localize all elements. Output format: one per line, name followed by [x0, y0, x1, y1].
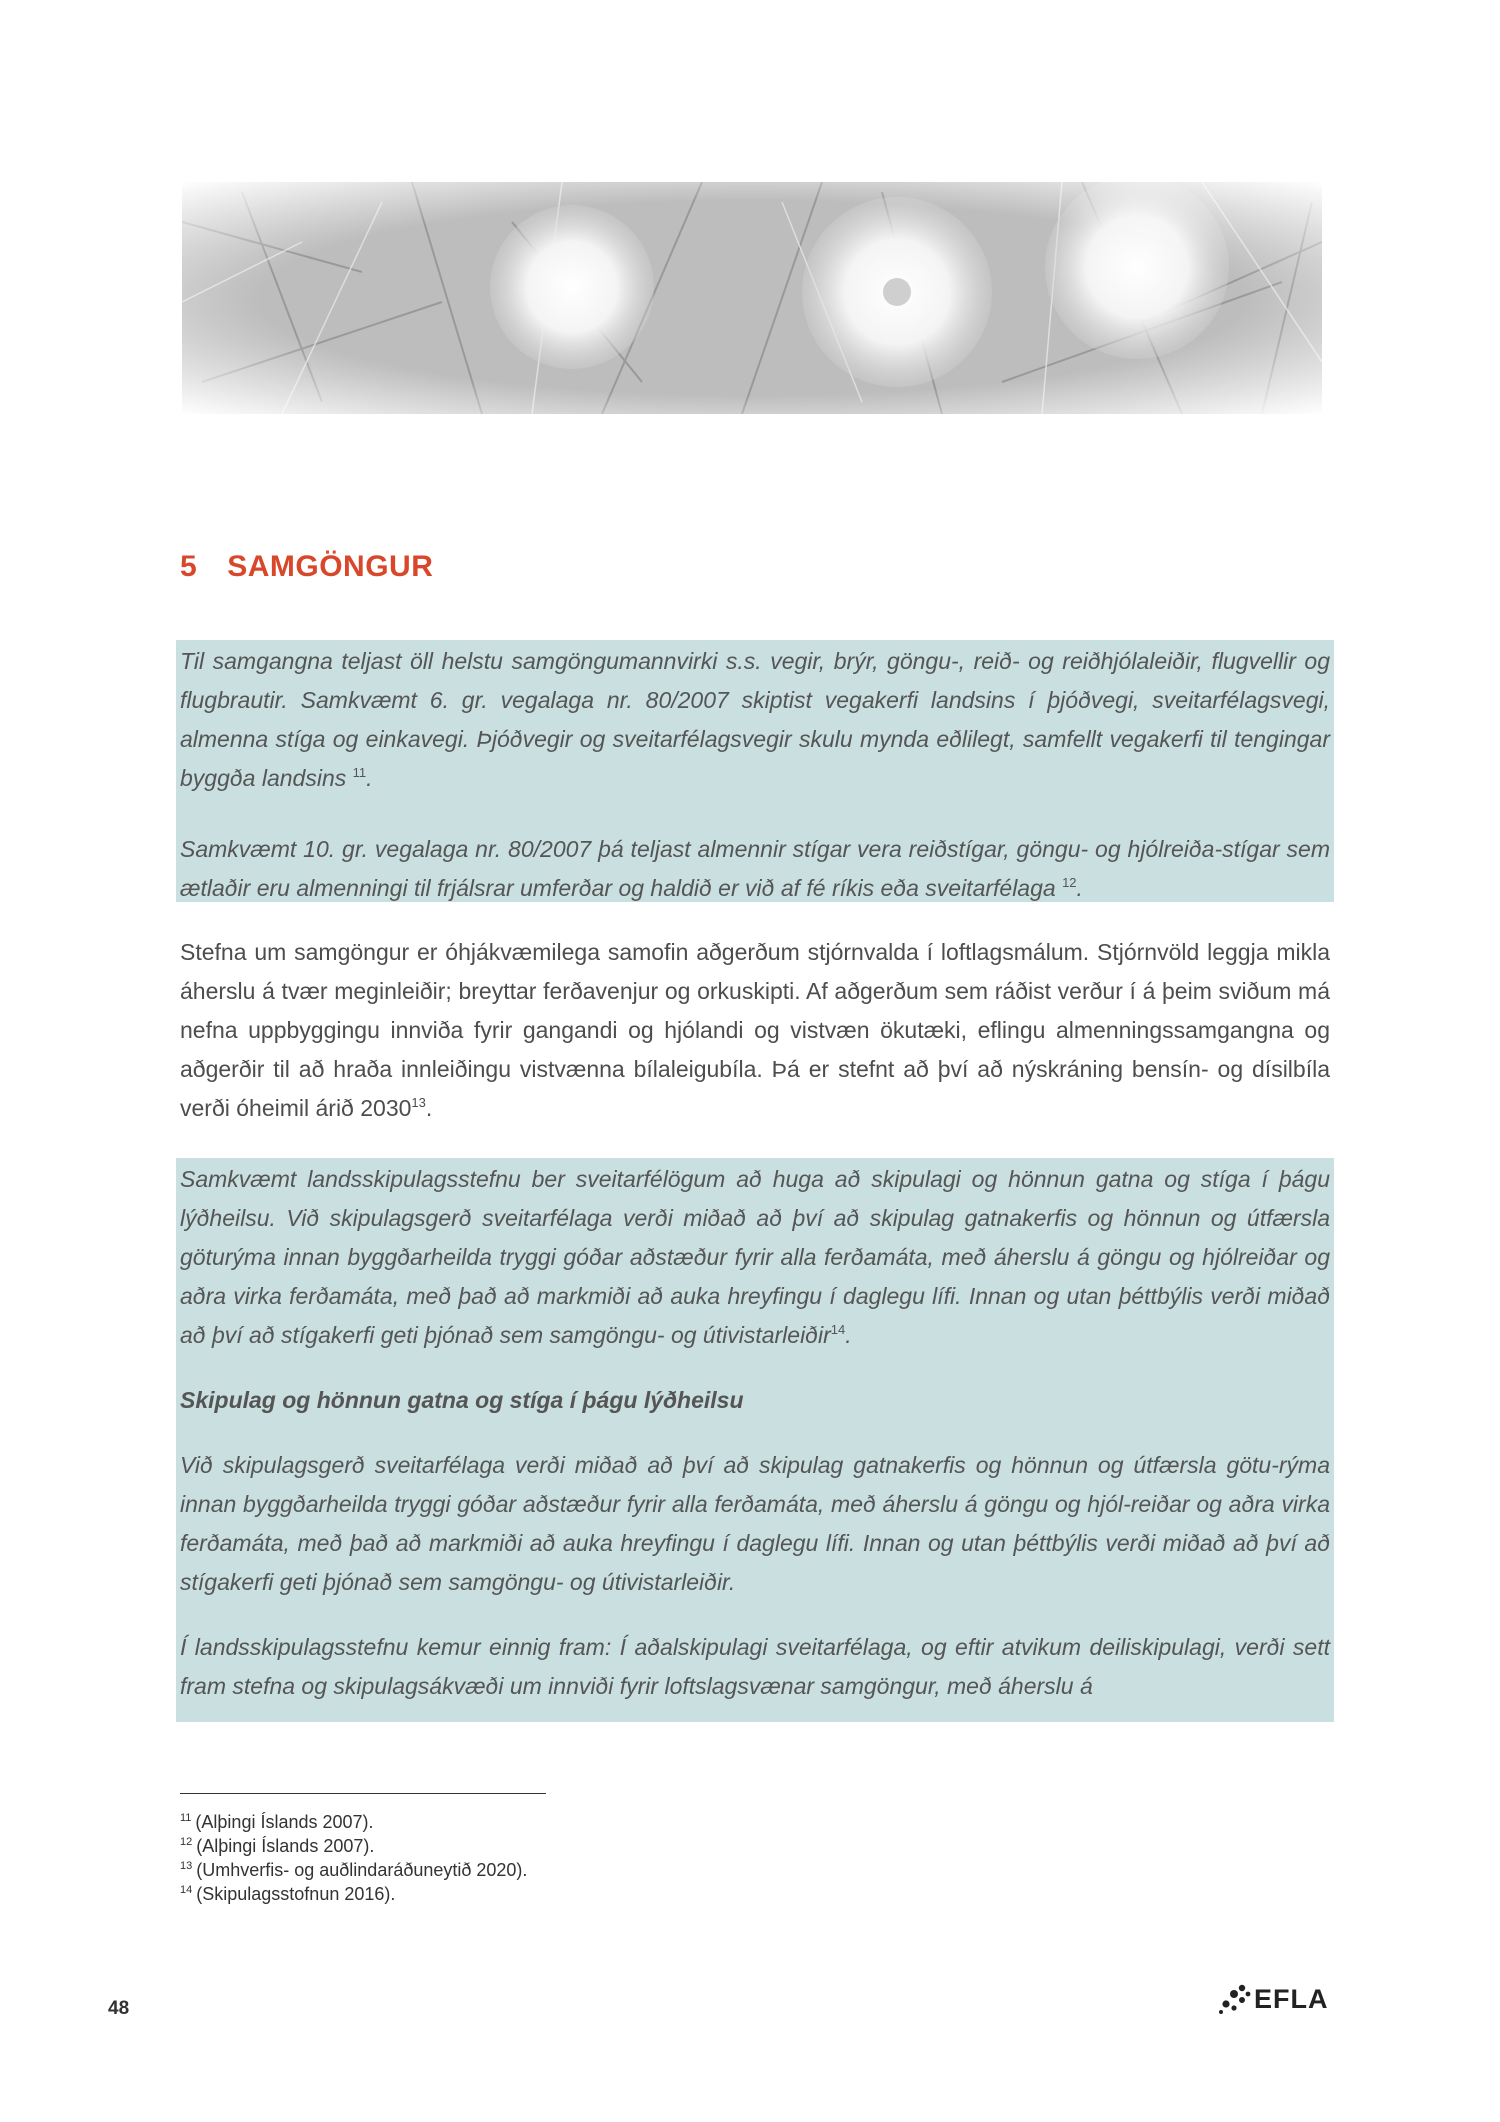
footnote-item	[180, 1834, 527, 1858]
footnote-item	[180, 1882, 527, 1906]
page-number: 48	[108, 1998, 130, 2019]
header-banner-image	[182, 182, 1322, 414]
section-title: SAMGÖNGUR	[227, 550, 434, 583]
paragraph-text: Samkvæmt 10. gr. vegalaga nr. 80/2007 þá teljast almennir stígar vera reiðstígar, göngu- og hjólreiða-stígar sem ætlaðir eru almenningi til frjálsrar umferðar og haldið er við af fé ríkis eða sveitarfélaga	[180, 836, 1330, 901]
footnotes	[180, 1810, 527, 1906]
footnote-number: 14	[180, 1884, 193, 1896]
dandelion-photo	[182, 182, 1322, 414]
paragraph: Stefna um samgöngur er óhjákvæmilega samofin aðgerðum stjórnvalda í loftlagsmálum. Stjórnvöld leggja mikla áherslu á tvær meginleiðir; breyttar ferðavenjur og orkuskipti. Af aðgerðum sem ráðist verður í á þeim sviðum má nefna uppbyggingu innviða fyrir gangandi og hjólandi og vistvæn ökutæki, eflingu almenningssamgangna og aðgerðir til að hraða innleiðingu vistvænna bílaleigubíla. Þá er stefnt að því að nýskráning bensín- og dísilbíla verði óheimil árið 2030$^{13}$.	[180, 939, 1330, 1121]
footnote-ref: 14	[830, 1322, 846, 1337]
footnote-text: (Skipulagsstofnun 2016).	[196, 1884, 396, 1904]
paragraph-text: Samkvæmt landsskipulagsstefnu ber sveitarfélögum að huga að skipulagi og hönnun gatna og stíga í þágu lýðheilsu. Við skipulagsgerð sveitarfélaga verði miðað að því að skipulag gatnakerfis og hönnun og útfærsla göturýma innan byggðarheilda tryggi góðar aðstæður fyrir alla ferðamáta, með áherslu á göngu og hjólreiðar og aðra virka ferðamáta, með það að markmiði að auka hreyfingu í daglegu lífi. Innan og utan þéttbýlis verði miðað að því að stígakerfi geti þjónað sem samgöngu- og útivistarleiðir	[180, 1166, 1330, 1348]
footnote-divider	[180, 1793, 546, 1794]
body-text	[176, 933, 1334, 1128]
footnote-number: 12	[180, 1836, 193, 1848]
highlight-box-public-health	[176, 1158, 1334, 1722]
footnote-text: (Alþingi Íslands 2007).	[195, 1812, 374, 1832]
efla-logo	[1218, 1982, 1330, 2016]
paragraph-text: Stefna um samgöngur er óhjákvæmilega samofin aðgerðum stjórnvalda í loftlagsmálum. Stjórnvöld leggja mikla áherslu á tvær meginleiðir; breyttar ferðavenjur og orkuskipti. Af aðgerðum sem ráðist verður í á þeim sviðum má nefna uppbyggingu innviða fyrir gangandi og hjólandi og vistvæn ökutæki, eflingu almenningssamgangna og aðgerðir til að hraða innleiðingu vistvænna bílaleigubíla. Þá er stefnt að því að nýskráning bensín- og dísilbíla verði óheimil árið 2030	[180, 939, 1330, 1121]
logo-text: EFLA	[1254, 1983, 1329, 2014]
footnote-text: (Umhverfis- og auðlindaráðuneytið 2020).	[196, 1860, 528, 1880]
paragraph: Til samgangna teljast öll helstu samgöngumannvirki s.s. vegir, brýr, göngu-, reið- og reiðhjólaleiðir, flugvellir og flugbrautir. Samkvæmt 6. gr. vegalaga nr. 80/2007 skiptist vegakerfi landsins í þjóðvegi, sveitarfélagsvegi, almenna stíga og einkavegi. Þjóðvegir og sveitarfélagsvegir skulu mynda eðlilegt, samfellt vegakerfi til tengingar byggða landsins $^{11}$.	[180, 648, 1330, 791]
footnote-ref: 13	[411, 1095, 426, 1110]
footnote-number: 11	[180, 1812, 192, 1824]
highlight-box-roads	[176, 640, 1334, 902]
subheading: Skipulag og hönnun gatna og stíga í þágu lýðheilsu	[180, 1387, 744, 1413]
footnote-ref: 11	[352, 765, 367, 780]
footnote-ref: 12	[1062, 875, 1077, 890]
section-number: 5	[180, 550, 198, 583]
footnote-text: (Alþingi Íslands 2007).	[196, 1836, 375, 1856]
section-heading	[180, 550, 433, 584]
paragraph-text: Til samgangna teljast öll helstu samgöngumannvirki s.s. vegir, brýr, göngu-, reið- og reiðhjólaleiðir, flugvellir og flugbrautir. Samkvæmt 6. gr. vegalaga nr. 80/2007 skiptist vegakerfi landsins í þjóðvegi, sveitarfélagsvegi, almenna stíga og einkavegi. Þjóðvegir og sveitarfélagsvegir skulu mynda eðlilegt, samfellt vegakerfi til tengingar byggða landsins	[180, 648, 1330, 791]
paragraph: Í landsskipulagsstefnu kemur einnig fram: Í aðalskipulagi sveitarfélaga, og eftir atvikum deiliskipulagi, verði sett fram stefna og skipulagsákvæði um innviði fyrir loftslagsvænar samgöngur, með áherslu á	[180, 1634, 1330, 1699]
footnote-item	[180, 1810, 527, 1834]
footnote-number: 13	[180, 1860, 193, 1872]
paragraph: Við skipulagsgerð sveitarfélaga verði miðað að því að skipulag gatnakerfis og hönnun og útfærsla götu-rýma innan byggðarheilda tryggi góðar aðstæður fyrir alla ferðamáta, með áherslu á göngu og hjól-reiðar og aðra virka ferðamáta, með það að markmiði að auka hreyfingu í daglegu lífi. Innan og utan þéttbýlis verði miðað að því að stígakerfi geti þjónað sem samgöngu- og útivistarleiðir.	[180, 1452, 1330, 1595]
footnote-item	[180, 1858, 527, 1882]
logo-dots-icon	[1218, 1982, 1252, 2016]
paragraph: Samkvæmt landsskipulagsstefnu ber sveitarfélögum að huga að skipulagi og hönnun gatna og stíga í þágu lýðheilsu. Við skipulagsgerð sveitarfélaga verði miðað að því að skipulag gatnakerfis og hönnun og útfærsla göturýma innan byggðarheilda tryggi góðar aðstæður fyrir alla ferðamáta, með áherslu á göngu og hjólreiðar og aðra virka ferðamáta, með það að markmiði að auka hreyfingu í daglegu lífi. Innan og utan þéttbýlis verði miðað að því að stígakerfi geti þjónað sem samgöngu- og útivistarleiðir$^{14}$.	[180, 1166, 1330, 1348]
paragraph: Samkvæmt 10. gr. vegalaga nr. 80/2007 þá teljast almennir stígar vera reiðstígar, göngu- og hjólreiða-stígar sem ætlaðir eru almenningi til frjálsrar umferðar og haldið er við af fé ríkis eða sveitarfélaga $^{12}$.	[180, 836, 1330, 901]
